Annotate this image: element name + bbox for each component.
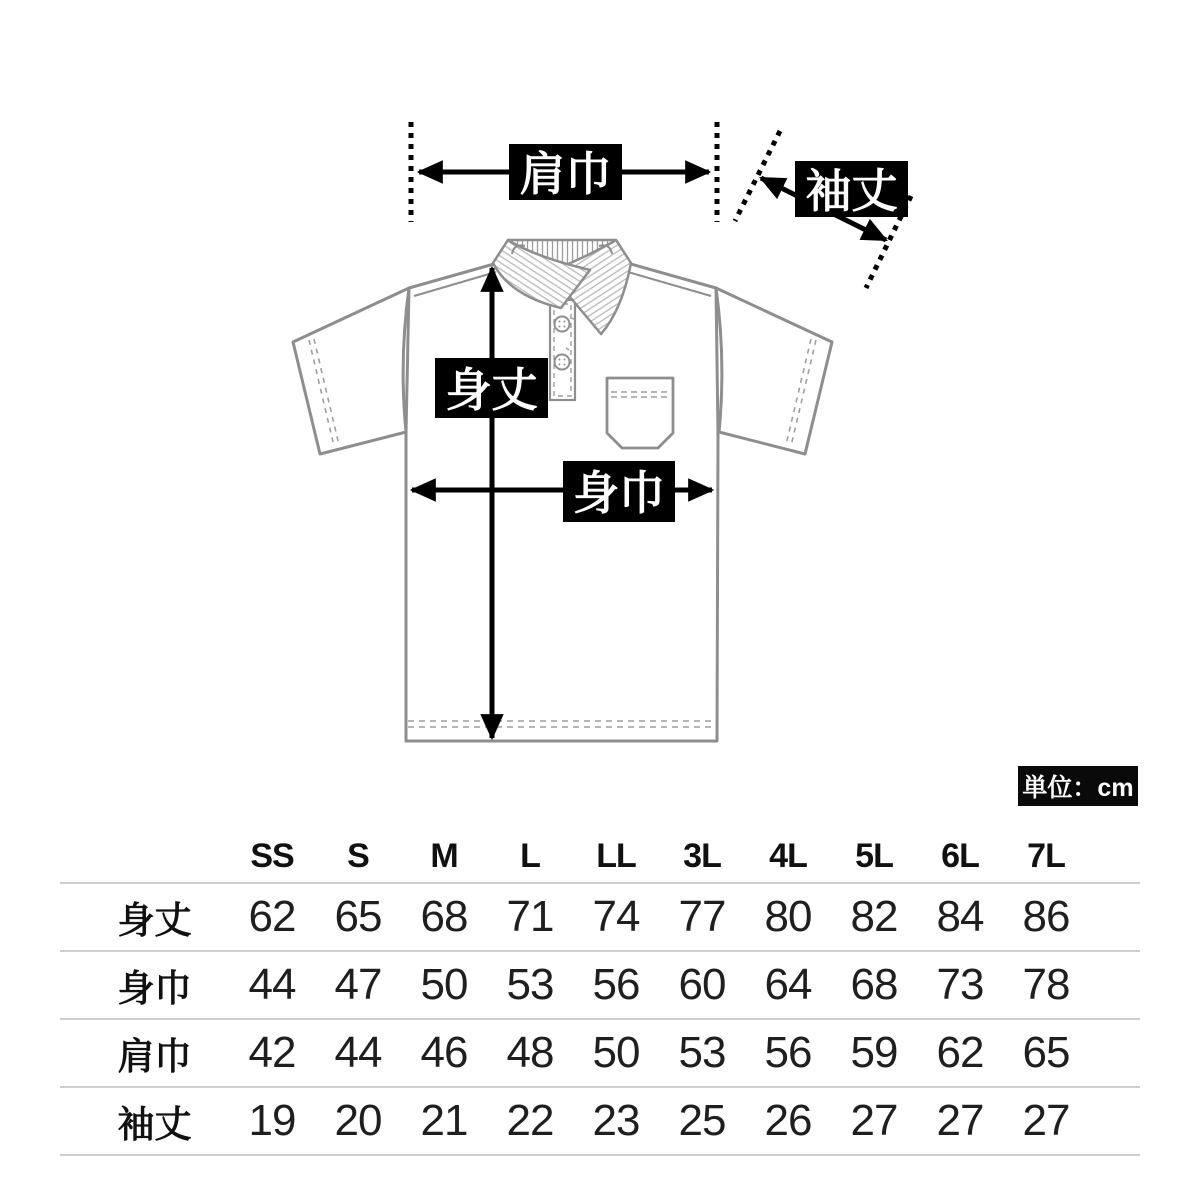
cell: 80 [745, 883, 831, 951]
size-table-corner-cell [60, 830, 229, 883]
size-column-header: S [315, 830, 401, 883]
body-length-label: 身丈 [445, 364, 538, 416]
cell: 22 [487, 1087, 573, 1155]
cell: 68 [831, 951, 917, 1019]
cell: 53 [659, 1019, 745, 1087]
cell: 65 [315, 883, 401, 951]
cell: 77 [659, 883, 745, 951]
row-label: 身丈 [60, 883, 229, 951]
cell: 47 [315, 951, 401, 1019]
size-column-header: 4L [745, 830, 831, 883]
size-column-header: L [487, 830, 573, 883]
sleeve-length-annotation [735, 131, 911, 288]
cell: 65 [1003, 1019, 1089, 1087]
cell: 62 [917, 1019, 1003, 1087]
cell: 82 [831, 883, 917, 951]
cell: 23 [573, 1087, 659, 1155]
size-table-header-row [60, 830, 1140, 883]
spacer-cell [1089, 1019, 1140, 1087]
cell: 71 [487, 883, 573, 951]
cell: 50 [573, 1019, 659, 1087]
cell: 64 [745, 951, 831, 1019]
cell: 25 [659, 1087, 745, 1155]
cell: 20 [315, 1087, 401, 1155]
chest-pocket [607, 378, 673, 448]
cell: 44 [315, 1019, 401, 1087]
row-label: 袖丈 [60, 1087, 229, 1155]
spacer-cell [1089, 883, 1140, 951]
unit-badge-text: 単位：cm [1022, 774, 1134, 802]
sleeve-length-label: 袖丈 [805, 165, 898, 217]
cell: 56 [745, 1019, 831, 1087]
size-column-header: 5L [831, 830, 917, 883]
cell: 46 [401, 1019, 487, 1087]
shoulder-width-annotation [411, 122, 717, 222]
spacer-cell [1089, 1087, 1140, 1155]
table-row-shoulder-width [60, 1019, 1140, 1087]
row-label: 肩巾 [60, 1019, 229, 1087]
cell: 78 [1003, 951, 1089, 1019]
cell: 42 [229, 1019, 315, 1087]
cell: 73 [917, 951, 1003, 1019]
cell: 27 [917, 1087, 1003, 1155]
body-width-label: 身巾 [573, 467, 665, 519]
row-label: 身巾 [60, 951, 229, 1019]
cell: 59 [831, 1019, 917, 1087]
table-row-body-length [60, 883, 1140, 951]
unit-badge [1018, 766, 1138, 806]
size-column-header: 7L [1003, 830, 1089, 883]
cell: 19 [229, 1087, 315, 1155]
sleeve-length-extension-top [735, 131, 780, 221]
size-column-header: LL [573, 830, 659, 883]
size-column-header: SS [229, 830, 315, 883]
cell: 68 [401, 883, 487, 951]
cell: 27 [831, 1087, 917, 1155]
size-column-header: 6L [917, 830, 1003, 883]
shoulder-width-label: 肩巾 [519, 148, 612, 200]
left-sleeve [293, 288, 409, 454]
size-table [60, 830, 1140, 1156]
cell: 53 [487, 951, 573, 1019]
spacer-cell [1089, 951, 1140, 1019]
cell: 74 [573, 883, 659, 951]
size-column-header: M [401, 830, 487, 883]
cell: 27 [1003, 1087, 1089, 1155]
cell: 62 [229, 883, 315, 951]
size-table-spacer [1089, 830, 1140, 883]
cell: 50 [401, 951, 487, 1019]
cell: 84 [917, 883, 1003, 951]
cell: 44 [229, 951, 315, 1019]
right-sleeve [716, 288, 832, 454]
size-column-header: 3L [659, 830, 745, 883]
table-row-body-width [60, 951, 1140, 1019]
cell: 21 [401, 1087, 487, 1155]
cell: 86 [1003, 883, 1089, 951]
cell: 26 [745, 1087, 831, 1155]
cell: 56 [573, 951, 659, 1019]
table-row-sleeve-length [60, 1087, 1140, 1155]
cell: 48 [487, 1019, 573, 1087]
cell: 60 [659, 951, 745, 1019]
